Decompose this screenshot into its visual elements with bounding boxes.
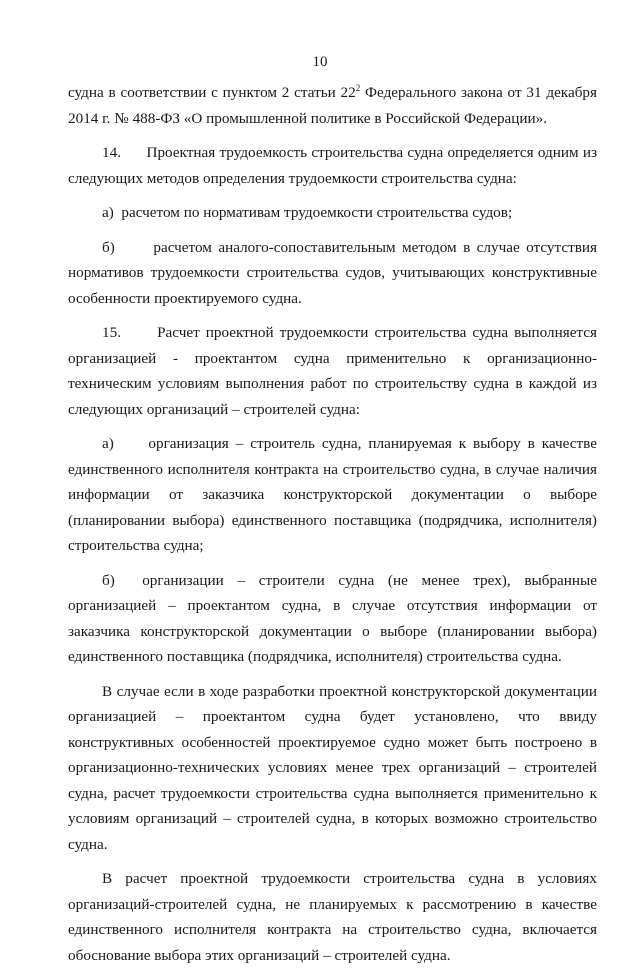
paragraph-case: В случае если в ходе разработки проектной конструкторской документации организацией – проектантом судна будет установлено, что ввиду конструктивных особенностей проектируемое судно может быть построено в организационно-технических условиях менее трех организаций – строителей судна, расчет трудоемкости строительства судна выполняется применительно к условиям организаций – строителей судна, в которых возможно строительство судна. [68, 682, 597, 853]
paragraph-continuation [68, 80, 597, 131]
paragraph-14: 14. Проектная трудоемкость строительства судна определяется одним из следующих методов определения трудоемкости строительства судна: [68, 144, 597, 187]
paragraph-continuation-text: судна в соответствии с пунктом 2 статьи 22 [68, 84, 356, 101]
paragraph-continuation-text-end: Федерального закона от 31 декабря 2014 г. № 488-ФЗ «О промышленной политике в Российской Федерации». [68, 84, 598, 127]
article-superscript: 2 [355, 82, 361, 93]
page-number: 10 [312, 54, 328, 70]
paragraph-15-item-b: б) организации – строители судна (не менее трех), выбранные организацией – проектантом судна, в случае отсутствия информации от заказчика конструкторской документации о выборе (планировании выбора) единственного поставщика (подрядчика, исполнителя) строительства судна. [68, 571, 597, 665]
paragraph-15: 15. Расчет проектной трудоемкости строительства судна выполняется организацией - проектантом судна применительно к организационно-техническим условиям выполнения работ по строительству судна в каждой из следующих организаций – строителей судна: [68, 324, 597, 418]
paragraph-14-item-b: б) расчетом аналого-сопоставительным методом в случае отсутствия нормативов трудоемкости строительства судов, учитывающих конструктивные особенности проектируемого судна. [68, 238, 597, 307]
document-body [68, 80, 597, 969]
paragraph-14-item-a: а) расчетом по нормативам трудоемкости строительства судов; [102, 204, 513, 221]
paragraph-15-item-a: а) организация – строитель судна, планируемая к выбору в качестве единственного исполнителя контракта на строительство судна, в случае наличия информации от заказчика конструкторской документации о выборе (планировании выбора) единственного поставщика (подрядчика, исполнителя) строительства судна; [68, 435, 597, 554]
paragraph-final: В расчет проектной трудоемкости строительства судна в условиях организаций-строителей судна, не планируемых к рассмотрению в качестве единственного исполнителя контракта на строительство судна, включается обоснование выбора этих организаций – строителей судна. [68, 870, 597, 964]
